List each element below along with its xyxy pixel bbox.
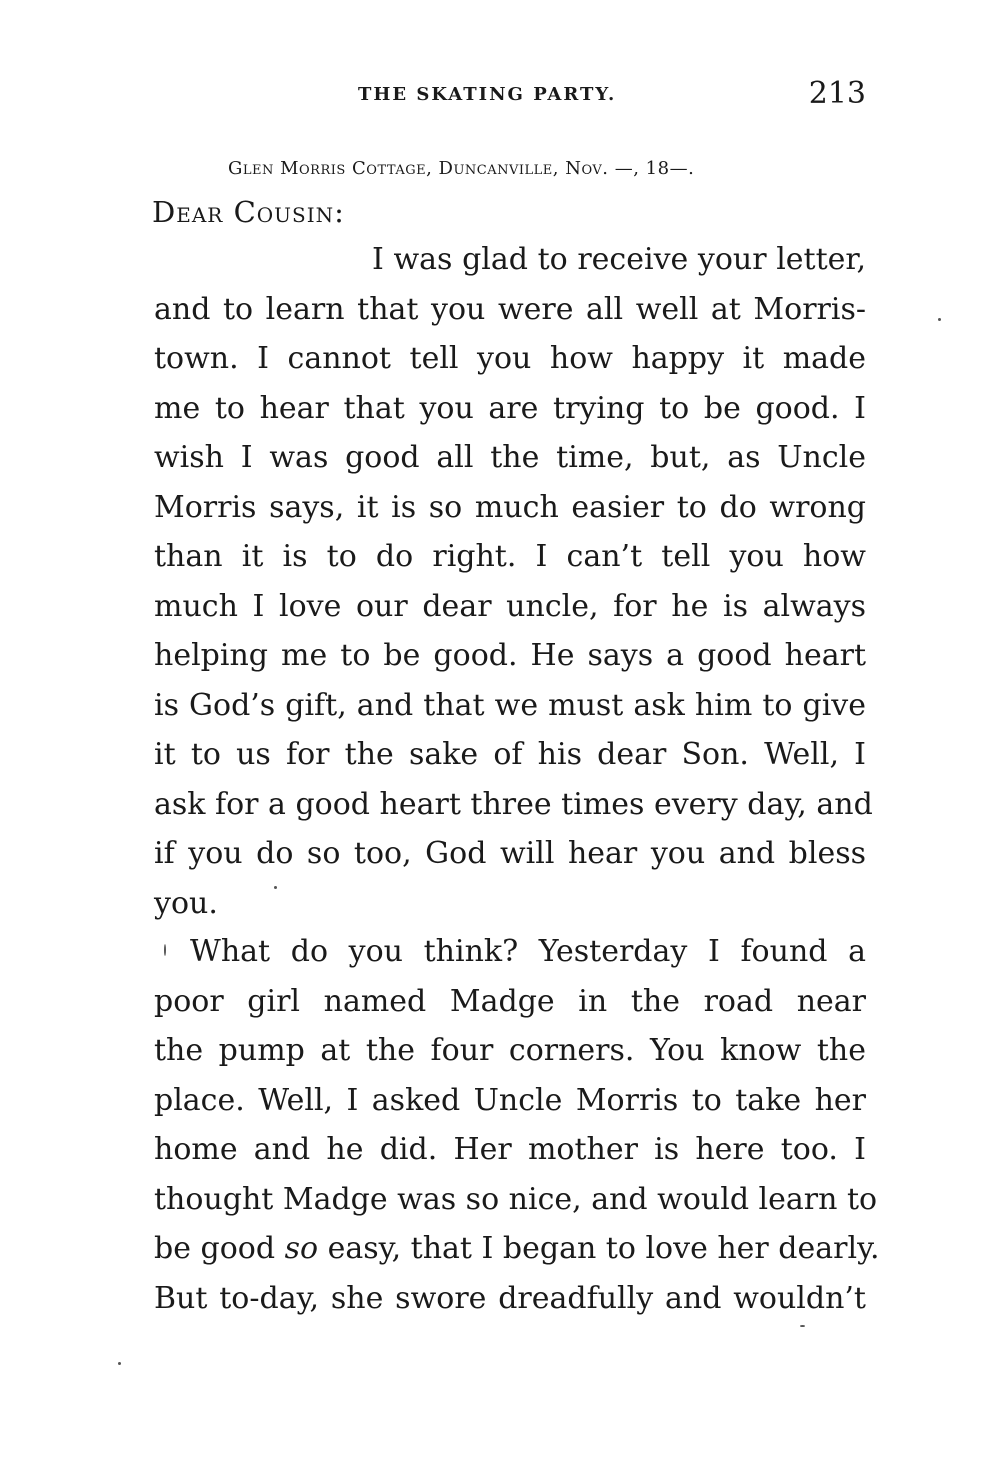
text-line: it to us for the sake of his dear Son. Well, I [154,737,866,772]
text-line: What do you think? Yesterday I found a [190,934,866,969]
text-line: poor girl named Madge in the road near [154,984,866,1019]
italic-word: so [284,1231,319,1266]
text-line: is God’s gift, and that we must ask him to give [154,688,866,723]
text-line: ask for a good heart three times every day, and [154,787,873,822]
paper-speck [274,886,277,889]
text-line: I was glad to receive your letter, [372,242,866,277]
text-line: town. I cannot tell you how happy it made [154,341,866,376]
text-line: home and he did. Her mother is here too. I [154,1132,866,1167]
text-line: thought Madge was so nice, and would learn to [154,1182,878,1217]
text-line: you. [154,886,218,921]
text-line: But to-day, she swore dreadfully and wouldn’t [154,1281,866,1316]
text-line: and to learn that you were all well at Morris- [154,292,866,327]
text-line: than it is to do right. I can’t tell you how [154,539,866,574]
running-title: THE SKATING PARTY. [358,84,617,105]
paper-speck [800,1325,805,1327]
letter-salutation: Dear Cousin: [152,195,345,229]
letter-dateline: Glen Morris Cottage, Duncanville, Nov. —, 18—. [228,158,695,179]
text-line: me to hear that you are trying to be good. I [154,391,866,426]
paper-speck [164,944,166,956]
text-line: much I love our dear uncle, for he is always [154,589,866,624]
text-line: if you do so too, God will hear you and bless [154,836,866,871]
text-line: helping me to be good. He says a good heart [154,638,866,673]
text-line: Morris says, it is so much easier to do wrong [154,490,866,525]
text-line-with-italic [154,1231,880,1268]
page-number: 213 [808,76,866,111]
text-line: place. Well, I asked Uncle Morris to take her [154,1083,866,1118]
running-head [150,78,866,118]
text-span: be good [154,1231,276,1266]
paper-speck [118,1362,121,1365]
text-line: the pump at the four corners. You know the [154,1033,866,1068]
text-span: easy, that I began to love her dearly. [327,1231,880,1266]
paper-speck [938,318,941,321]
text-line: wish I was good all the time, but, as Uncle [154,440,866,475]
